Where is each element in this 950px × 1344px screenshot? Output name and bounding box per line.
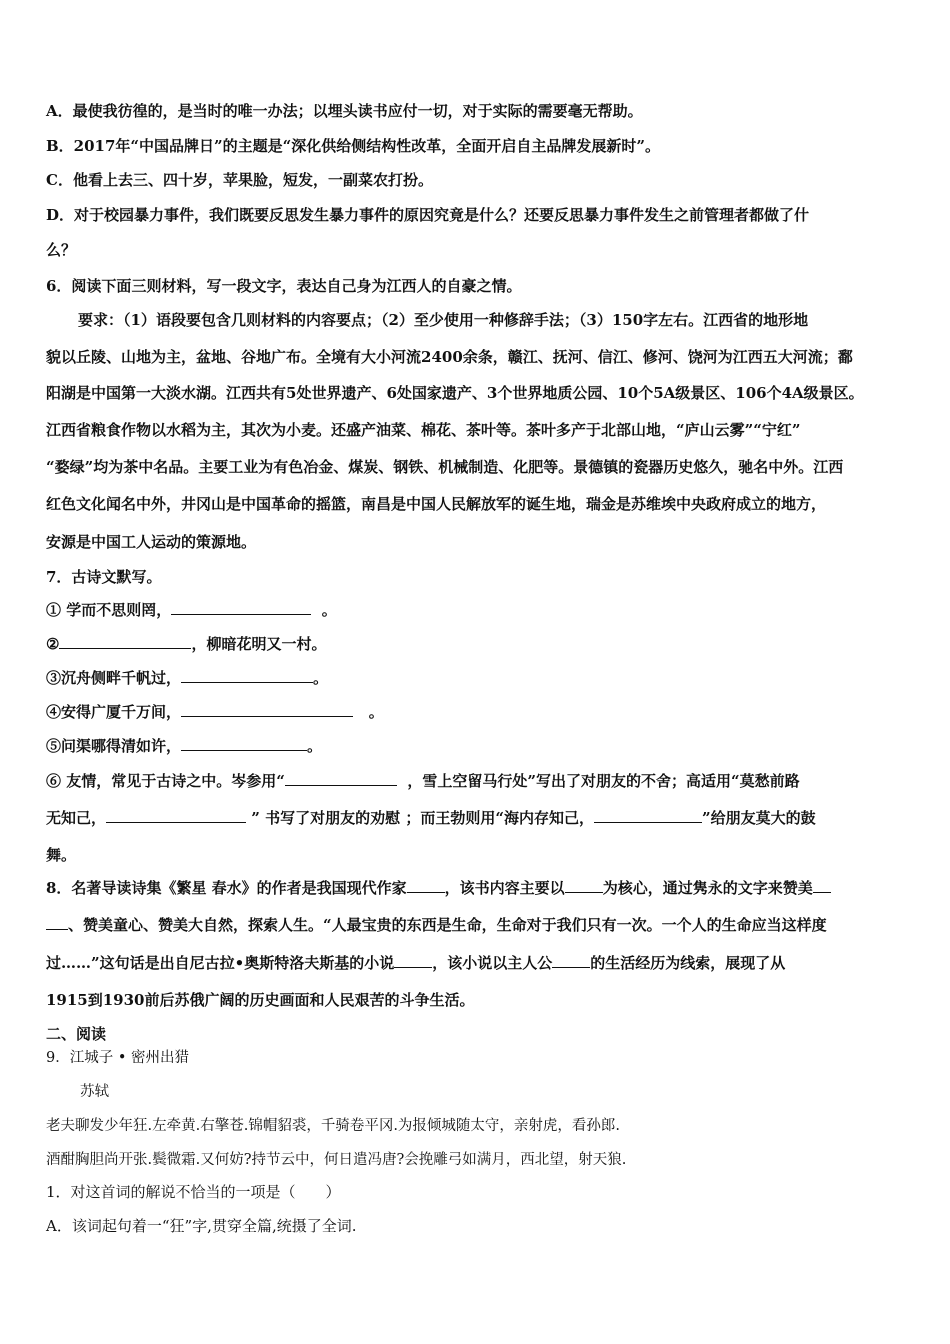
answer-blank[interactable] <box>565 878 603 893</box>
q6-material-line: 江西省粮食作物以水稻为主，其次为小麦。还盛产油菜、棉花、茶叶等。茶叶多产于北部山地，“庐山云雾”“宁红” <box>46 421 801 439</box>
q7-item-6-line2 <box>46 808 816 828</box>
question-7: 7．古诗文默写。 <box>46 568 162 586</box>
q7-item-4-end: 。 <box>368 703 384 721</box>
q7-item-6-line3: 舞。 <box>46 846 77 864</box>
q7-item-6-text: ”给朋友莫大的鼓 <box>701 809 816 827</box>
question-8-line4: 1915到1930前后苏俄广阔的历史画面和人民艰苦的斗争生活。 <box>46 991 475 1009</box>
question-9-title: 9．江城子 • 密州出猎 <box>46 1050 189 1066</box>
section-heading: 二、阅读 <box>46 1025 107 1043</box>
q8-text: ，该书内容主要以 <box>444 879 565 897</box>
answer-blank[interactable] <box>181 736 307 751</box>
answer-blank[interactable] <box>171 600 311 615</box>
answer-blank[interactable] <box>407 878 445 893</box>
q6-material-line: 阳湖是中国第一大淡水湖。江西共有5处世界遗产、6处国家遗产、3个世界地质公园、10个5A级景区、106个4A级景区。 <box>46 384 864 402</box>
q7-item-2-text: ，柳暗花明又一村。 <box>191 635 327 653</box>
question-8-line2 <box>46 915 827 935</box>
q7-item-6-text: ” 书写了对朋友的劝慰 ；而王勃则用“海内存知己， <box>251 809 594 827</box>
q7-item-2-num: ② <box>46 635 60 653</box>
option-d-line1: D．对于校园暴力事件，我们既要反思发生暴力事件的原因究竟是什么？还要反思暴力事件发生之前管理者都做了什 <box>46 206 810 224</box>
q7-item-6-text: 无知己， <box>46 809 107 827</box>
q7-item-4-prompt: ④安得广厦千万间， <box>46 703 182 721</box>
option-c: C．他看上去三、四十岁，苹果脸，短发，一副菜农打扮。 <box>46 171 433 189</box>
answer-blank[interactable] <box>813 878 831 893</box>
q6-material-line: “婺绿”均为茶中名品。主要工业为有色冶金、煤炭、钢铁、机械制造、化肥等。景德镇的瓷器历史悠久，驰名中外。江西 <box>46 458 844 476</box>
q8-text: 的生活经历为线索，展现了从 <box>590 954 786 972</box>
q7-item-6-line1 <box>46 771 800 791</box>
q7-item-1-prompt: ① 学而不思则罔， <box>46 601 172 619</box>
q6-requirement: 要求：（1）语段要包含几则材料的内容要点；（2）至少使用一种修辞手法；（3）150字左右。江西省的地形地 <box>78 311 809 329</box>
question-8-line1 <box>46 878 831 898</box>
poem-author: 苏轼 <box>80 1084 109 1100</box>
answer-blank[interactable] <box>394 953 432 968</box>
answer-blank[interactable] <box>285 771 397 786</box>
q7-item-5-prompt: ⑤问渠哪得清如许， <box>46 737 182 755</box>
q8-text: 为核心，通过隽永的文字来赞美 <box>602 879 813 897</box>
question-6: 6．阅读下面三则材料，写一段文字，表达自己身为江西人的自豪之情。 <box>46 277 522 295</box>
question-8-line3 <box>46 953 785 973</box>
option-d-line2: 么？ <box>46 241 77 259</box>
q7-item-1-end: 。 <box>321 601 337 619</box>
answer-blank[interactable] <box>106 808 246 823</box>
q7-item-3 <box>46 668 328 688</box>
q7-item-6-text: ⑥ 友情，常见于古诗之中。岑参用“ <box>46 772 285 790</box>
answer-blank[interactable] <box>181 668 313 683</box>
answer-blank[interactable] <box>594 808 702 823</box>
answer-blank[interactable] <box>552 953 590 968</box>
q7-item-3-prompt: ③沉舟侧畔千帆过， <box>46 669 182 687</box>
q7-item-2 <box>46 634 326 654</box>
answer-blank[interactable] <box>181 702 353 717</box>
q8-text: 过……”这句话是出自尼古拉•奥斯特洛夫斯基的小说 <box>46 954 395 972</box>
answer-blank[interactable] <box>46 915 68 930</box>
poem-line: 老夫聊发少年狂.左牵黄.右擎苍.锦帽貂裘，千骑卷平冈.为报倾城随太守，亲射虎，看孙郎. <box>46 1118 621 1134</box>
poem-line: 酒酣胸胆尚开张.鬓微霜.又何妨?持节云中，何日遣冯唐?会挽雕弓如满月，西北望，射天狼. <box>46 1152 627 1168</box>
answer-blank[interactable] <box>59 634 191 649</box>
q8-text: ，该小说以主人公 <box>432 954 553 972</box>
q6-material-line: 红色文化闻名中外，井冈山是中国革命的摇篮，南昌是中国人民解放军的诞生地，瑞金是苏维埃中央政府成立的地方， <box>46 495 827 513</box>
q7-item-5-end: 。 <box>307 737 323 755</box>
q8-text: 8．名著导读诗集《繁星 春水》的作者是我国现代作家 <box>46 879 407 897</box>
option-b: B．2017年“中国品牌日”的主题是“深化供给侧结构性改革，全面开启自主品牌发展新时”。 <box>46 137 660 155</box>
q6-material-line: 貌以丘陵、山地为主，盆地、谷地广布。全境有大小河流2400余条，赣江、抚河、信江、修河、饶河为江西五大河流；鄱 <box>46 348 853 366</box>
q6-material-line: 安源是中国工人运动的策源地。 <box>46 533 257 551</box>
question-9-option-a: A．该词起句着一“狂”字,贯穿全篇,统摄了全词. <box>46 1217 357 1235</box>
q7-item-3-end: 。 <box>313 669 329 687</box>
option-a: A．最使我彷徨的，是当时的唯一办法；以埋头读书应付一切，对于实际的需要毫无帮助。 <box>46 102 643 120</box>
q7-item-5 <box>46 736 322 756</box>
q8-text: 、赞美童心、赞美大自然，探索人生。“人最宝贵的东西是生命，生命对于我们只有一次。一个人的生命应当这样度 <box>68 916 827 934</box>
q7-item-4 <box>46 702 384 722</box>
q7-item-6-text: ，雪上空留马行处”写出了对朋友的不舍；高适用“莫愁前路 <box>407 772 800 790</box>
q7-item-1 <box>46 600 337 620</box>
question-9-1: 1．对这首词的解说不恰当的一项是（ ） <box>46 1183 341 1201</box>
